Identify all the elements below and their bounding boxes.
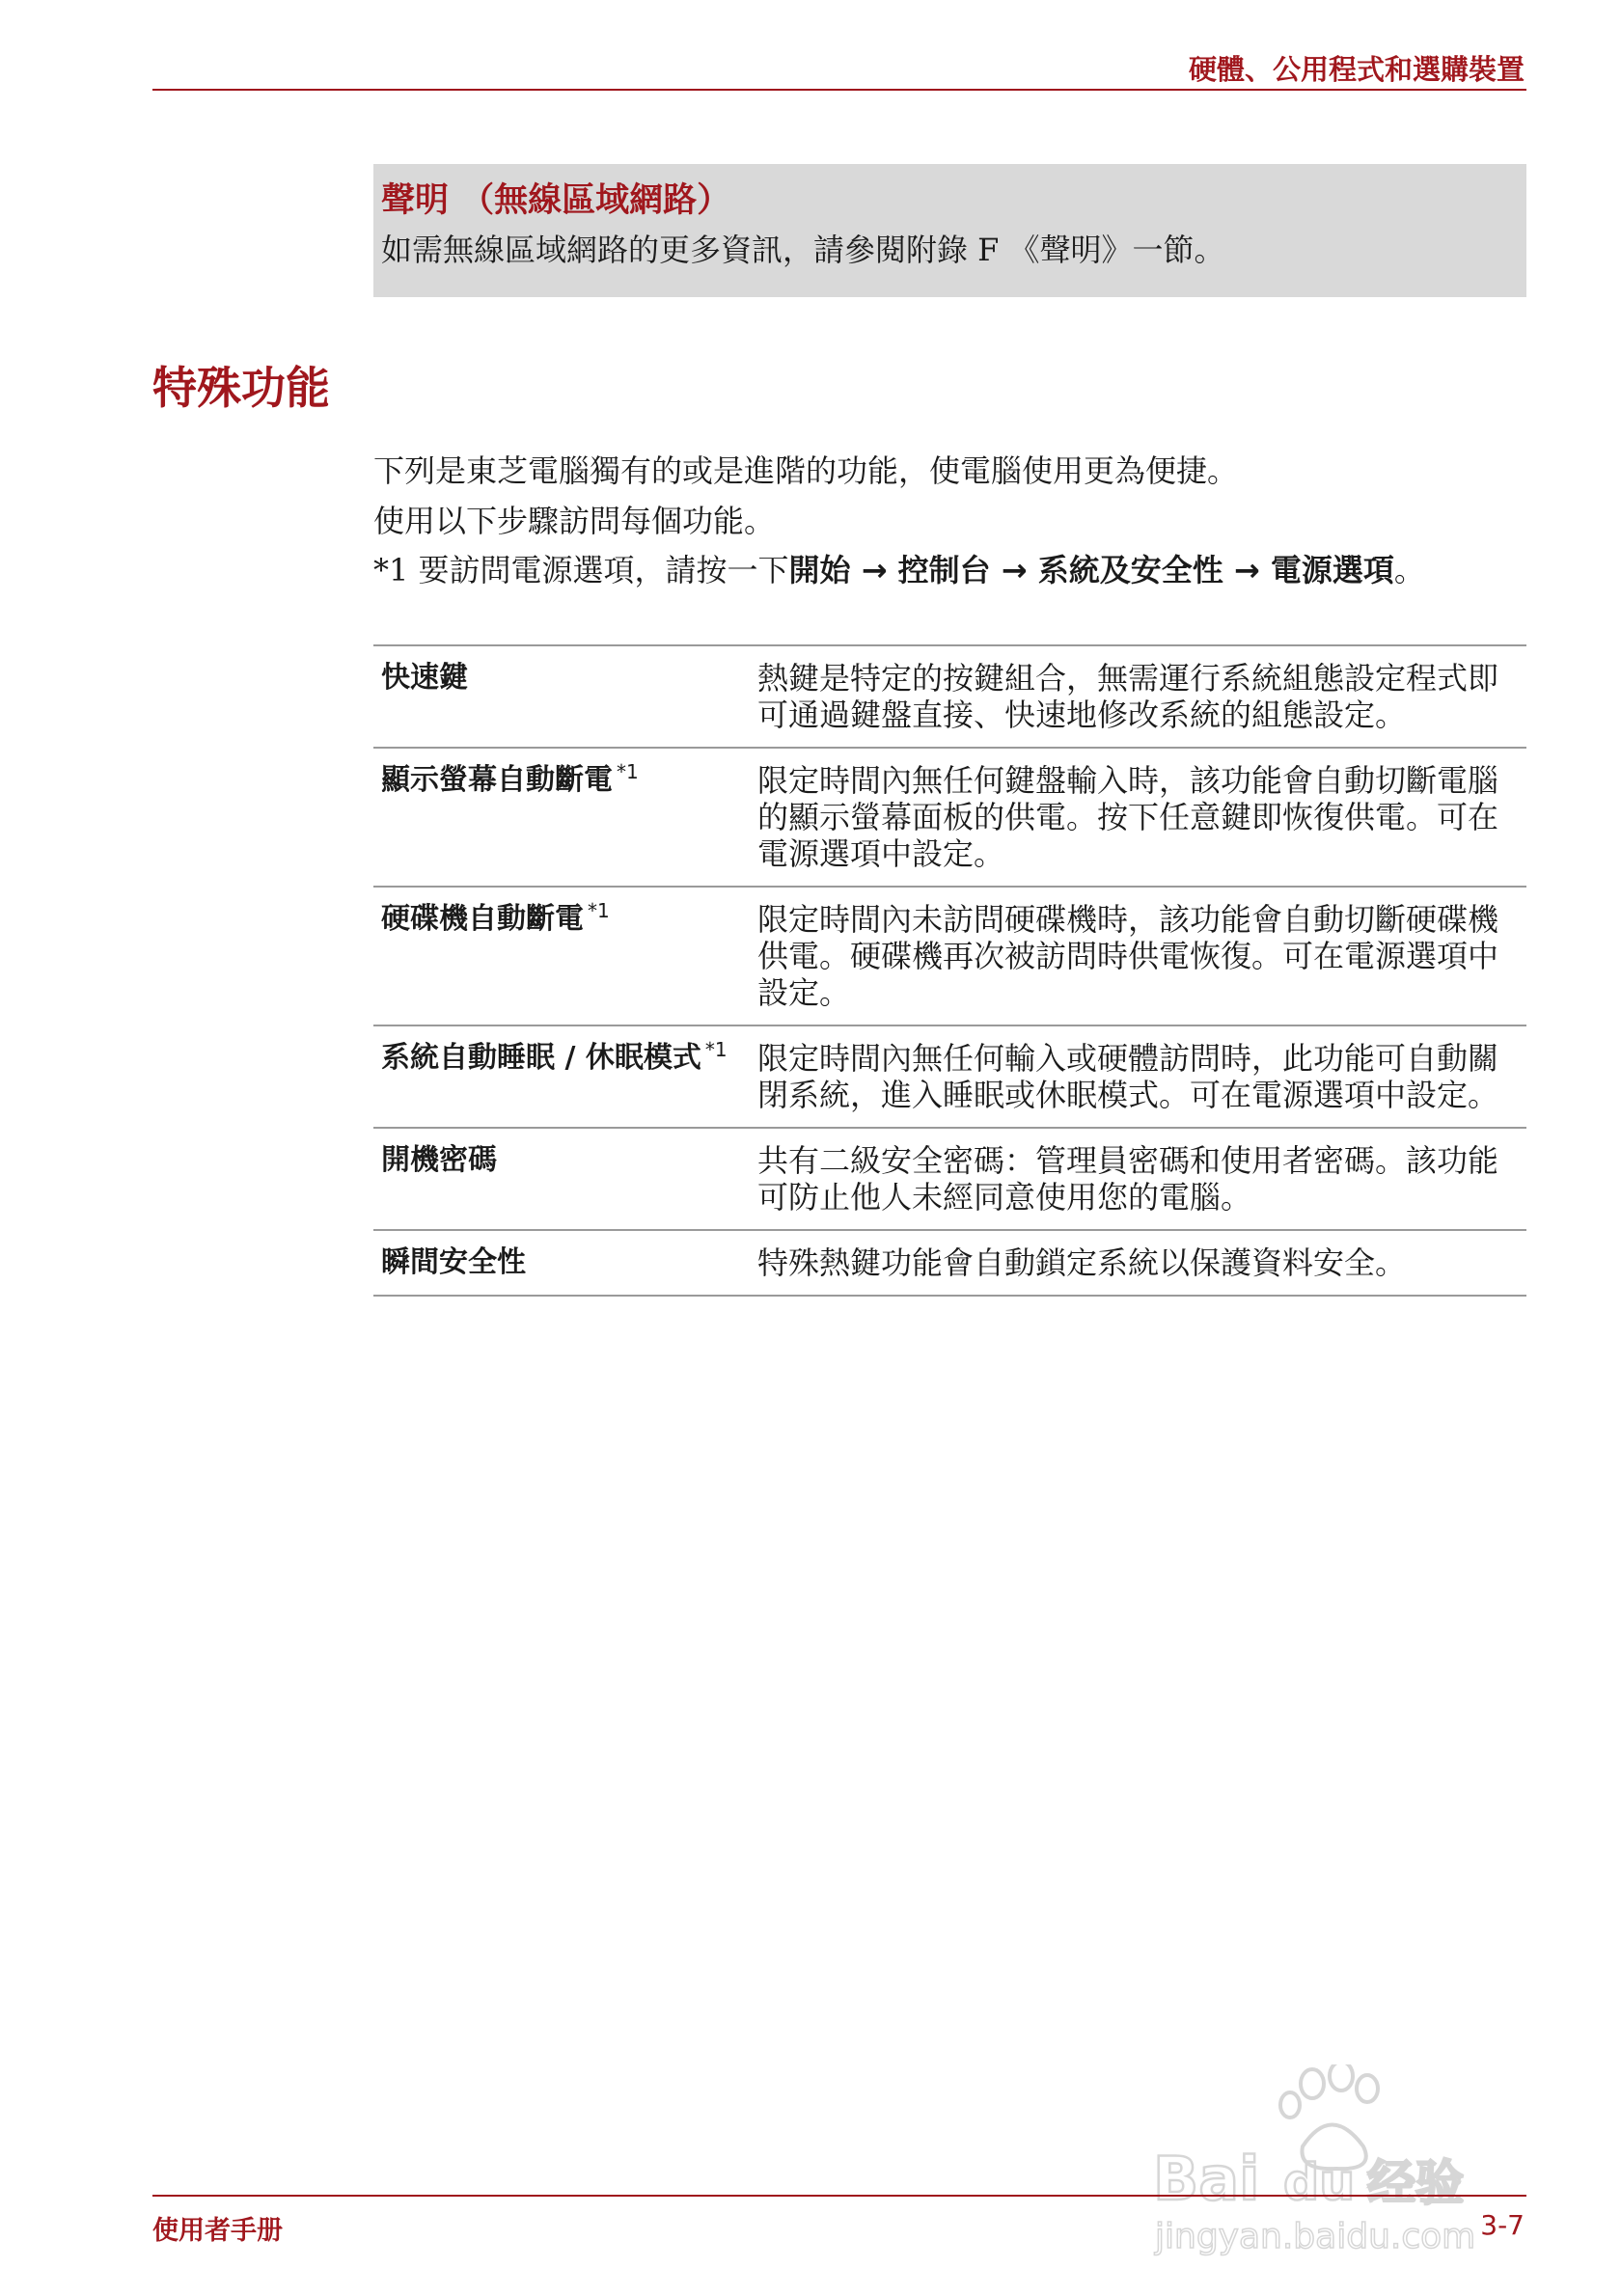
page-number: 3-7 [1480,2209,1525,2241]
footer-divider [152,2195,1526,2197]
note-path: 開始 → 控制台 → 系統及安全性 → 電源選項 [788,552,1394,588]
baidu-jingyan-watermark [1143,2064,1529,2261]
notice-box [373,164,1526,297]
feature-label-cell [373,645,752,748]
feature-label: 開機密碼 [381,1143,497,1177]
feature-label: 硬碟機自動斷電 [381,902,584,936]
power-options-note [373,546,1502,594]
feature-description: 限定時間內無任何鍵盤輸入時，該功能會自動切斷電腦的顯示螢幕面板的供電。按下任意鍵即恢復供電。可在電源選項中設定。 [752,748,1526,887]
feature-label: 顯示螢幕自動斷電 [381,763,613,797]
footnote-marker: *1 [588,899,610,922]
feature-label: 系統自動睡眠 / 休眠模式 [381,1041,701,1075]
watermark-brand-du: du [1283,2154,1356,2212]
table-row [373,1025,1526,1128]
feature-description: 共有二級安全密碼：管理員密碼和使用者密碼。該功能可防止他人未經同意使用您的電腦。 [752,1128,1526,1230]
table-row [373,1128,1526,1230]
note-prefix: *1 要訪問電源選項，請按一下 [373,552,789,588]
baidu-paw-logo-icon [1143,2064,1529,2257]
header-title: 硬體、公用程式和選購裝置 [1188,53,1525,86]
table-row [373,1230,1526,1296]
feature-label: 快速鍵 [381,661,468,695]
feature-label-cell [373,748,752,887]
feature-label-cell [373,1025,752,1128]
intro-block [373,446,1502,594]
footnote-marker: *1 [704,1038,728,1061]
table-row [373,887,1526,1025]
section-heading: 特殊功能 [152,362,330,414]
intro-paragraph-2: 使用以下步驟訪問每個功能。 [373,503,776,539]
feature-description: 特殊熱鍵功能會自動鎖定系統以保護資料安全。 [752,1230,1526,1296]
features-table [373,644,1526,1297]
footer-manual-title: 使用者手册 [152,2216,283,2246]
feature-label: 瞬間安全性 [381,1245,526,1279]
note-suffix: 。 [1393,552,1425,588]
feature-description: 熱鍵是特定的按鍵組合，無需運行系統組態設定程式即可通過鍵盤直接、快速地修改系統的組態設定。 [752,645,1526,748]
feature-description: 限定時間內未訪問硬碟機時，該功能會自動切斷硬碟機供電。硬碟機再次被訪問時供電恢復。可在電源選項中設定。 [752,887,1526,1025]
watermark-url: jingyan.baidu.com [1155,2217,1476,2256]
notice-text: 如需無線區域網路的更多資訊，請參閱附錄 F 《聲明》一節。 [381,232,1225,268]
table-row [373,645,1526,748]
feature-label-cell [373,1230,752,1296]
feature-label-cell [373,1128,752,1230]
footnote-marker: *1 [617,760,639,783]
feature-label-cell [373,887,752,1025]
feature-description: 限定時間內無任何輸入或硬體訪問時，此功能可自動關閉系統，進入睡眠或休眠模式。可在電源選項中設定。 [752,1025,1526,1128]
table-row [373,748,1526,887]
header-divider [152,89,1526,91]
watermark-jingyan: 经验 [1367,2155,1464,2211]
notice-title: 聲明 （無線區域網路） [381,181,731,220]
watermark-brand: Bai [1153,2144,1260,2214]
intro-paragraph-1: 下列是東芝電腦獨有的或是進階的功能，使電腦使用更為便捷。 [373,452,1239,489]
